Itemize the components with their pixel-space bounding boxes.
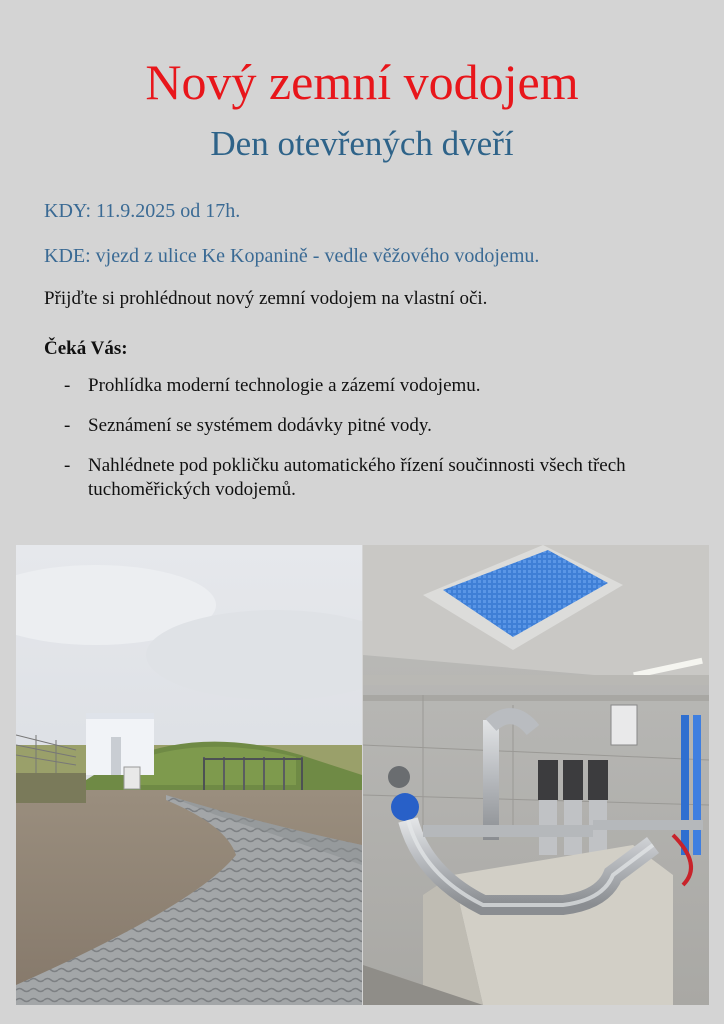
photo-pump-room	[363, 545, 709, 1005]
list-item-text: Seznámení se systémem dodávky pitné vody.	[88, 415, 432, 436]
list-item	[44, 454, 684, 502]
bullet-dash: -	[64, 415, 71, 436]
program-list	[44, 374, 684, 518]
invitation-text: Přijďte si prohlédnout nový zemní vodojem na vlastní oči.	[44, 288, 488, 309]
poster-title: Nový zemní vodojem	[145, 54, 579, 110]
event-where: KDE: vjezd z ulice Ke Kopanině - vedle věžového vodojemu.	[44, 245, 540, 267]
list-item-text: Nahlédnete pod pokličku automatického řízení součinnosti všech třech tuchoměřických vodojemů.	[88, 455, 626, 500]
awaits-heading: Čeká Vás:	[44, 338, 128, 359]
bullet-dash: -	[64, 375, 71, 396]
list-item	[44, 414, 684, 438]
photo-reservoir-exterior	[16, 545, 362, 1005]
list-item	[44, 374, 684, 398]
event-when: KDY: 11.9.2025 od 17h.	[44, 200, 241, 222]
poster-subtitle: Den otevřených dveří	[210, 124, 514, 163]
bullet-dash: -	[64, 455, 71, 476]
list-item-text: Prohlídka moderní technologie a zázemí vodojemu.	[88, 375, 481, 396]
